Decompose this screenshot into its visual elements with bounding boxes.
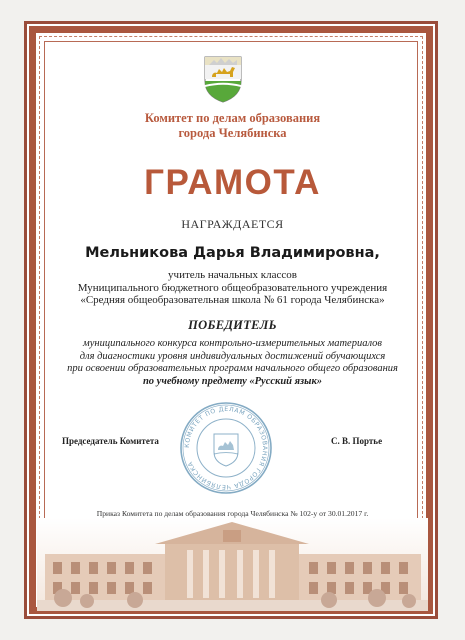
contest-line-1: муниципального конкурса контрольно-измерительных материалов (83, 338, 382, 349)
position-line-3: «Средняя общеобразовательная школа № 61 города Челябинска» (80, 294, 385, 306)
signatory-role: Председатель Комитета (62, 436, 159, 446)
official-seal-stamp (178, 400, 274, 496)
issuer-line-1: Комитет по делам образования (144, 111, 321, 125)
recipient-position (50, 269, 415, 307)
signatory-name: С. В. Портье (331, 436, 383, 446)
document-title: ГРАМОТА (144, 163, 321, 202)
contest-line-3: при освоении образовательных программ начального общего образования (67, 363, 398, 375)
contest-line-4: по учебному предмету «Русский язык» (142, 375, 323, 387)
awarded-label: НАГРАЖДАЕТСЯ (181, 217, 284, 231)
contest-line-2: для диагностики уровня индивидуальных достижений обучающихся (79, 350, 386, 362)
school-building-image (37, 518, 428, 611)
position-line-2: Муниципального бюджетного общеобразовательного учреждения (77, 281, 388, 294)
issuer-line-2: города Челябинска (178, 126, 287, 140)
chelyabinsk-crest-icon (203, 55, 243, 103)
recipient-name: Мельникова Дарья Владимировна, (85, 245, 380, 261)
position-line-1: учитель начальных классов (168, 269, 297, 281)
seal-text: КОМИТЕТ ПО ДЕЛАМ ОБРАЗОВАНИЯ ГОРОДА ЧЕЛЯБИНСКА (183, 405, 269, 491)
order-reference: Приказ Комитета по делам образования города Челябинска № 102-у от 30.01.2017 г. (96, 509, 369, 518)
issuer-block (50, 111, 415, 141)
award-status: ПОБЕДИТЕЛЬ (188, 318, 277, 332)
contest-description (50, 338, 415, 388)
